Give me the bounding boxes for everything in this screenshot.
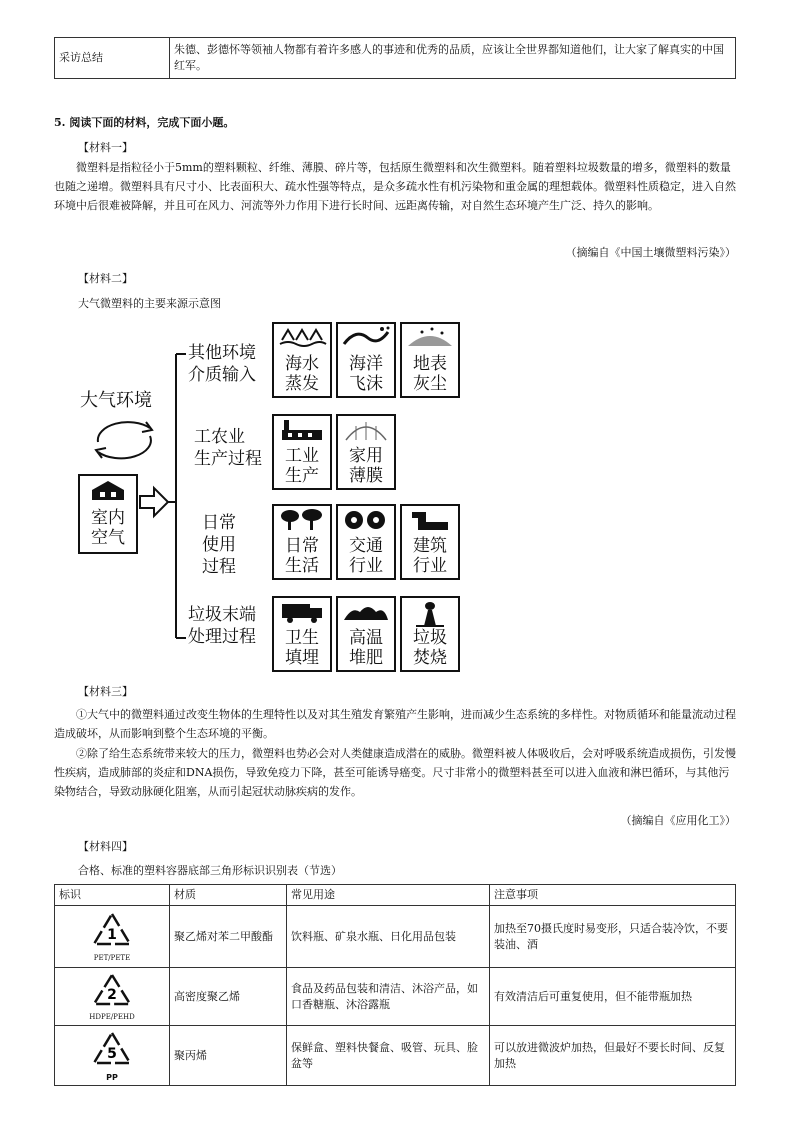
tires-icon xyxy=(338,506,394,532)
material4-caption: 合格、标准的塑料容器底部三角形标识识别表（节选） xyxy=(78,864,342,877)
table-row xyxy=(55,968,736,1026)
garbage-truck-icon xyxy=(274,598,330,624)
use-cell: 保鲜盒、塑料快餐盒、吸管、玩具、脸盆等 xyxy=(287,1026,490,1086)
question-number: 5. xyxy=(54,116,66,129)
symbol-cell xyxy=(55,906,170,968)
question-line xyxy=(54,114,234,130)
svg-text:1: 1 xyxy=(107,927,117,943)
material1-heading: 【材料一】 xyxy=(78,141,133,154)
diagram-atmosphere-label: 大气环境 xyxy=(80,390,152,411)
source-diagram xyxy=(70,318,470,678)
material2-caption: 大气微塑料的主要来源示意图 xyxy=(78,297,221,310)
note-cell: 可以放进微波炉加热，但最好不要长时间、反复加热 xyxy=(490,1026,736,1086)
material1-source: （摘编自《中国土壤微塑料污染》） xyxy=(565,246,736,259)
indoor-air-box xyxy=(78,474,138,554)
recycling-triangle-icon xyxy=(90,1030,134,1068)
material3-source: （摘编自《应用化工》） xyxy=(620,814,736,827)
header-note: 注意事项 xyxy=(490,885,736,906)
box-construction: 建筑 行业 xyxy=(400,504,460,580)
plastic-code: PP xyxy=(106,1072,118,1082)
note-cell: 有效清洁后可重复使用，但不能带瓶加热 xyxy=(490,968,736,1026)
table-header-row xyxy=(55,885,736,906)
top-table xyxy=(54,37,736,79)
material3-p1: ①大气中的微塑料通过改变生物体的生理特性以及对其生殖发育繁殖产生影响，进而减少生态系统的多样性。对物质循环和能量流动过程造成破坏，从而影响到整个生态环境的平衡。 xyxy=(54,708,736,740)
house-icon xyxy=(80,476,136,506)
group-label-daily: 日常 使用 过程 xyxy=(202,513,236,577)
box-sea-evaporation: 海水 蒸发 xyxy=(272,322,332,398)
header-use: 常见用途 xyxy=(287,885,490,906)
evaporation-icon xyxy=(274,324,330,348)
box-composting: 高温 堆肥 xyxy=(336,596,396,672)
factory-icon xyxy=(274,416,330,442)
greenhouse-icon xyxy=(338,416,394,442)
header-symbol: 标识 xyxy=(55,885,170,906)
material4-heading: 【材料四】 xyxy=(78,840,133,853)
use-cell: 食品及药品包装和清洁、沐浴产品，如口香糖瓶、沐浴露瓶 xyxy=(287,968,490,1026)
group-label-waste: 垃圾末端 处理过程 xyxy=(188,605,256,647)
top-table-label: 采访总结 xyxy=(55,38,170,79)
group-label-environment: 其他环境 介质输入 xyxy=(188,343,256,385)
table-row xyxy=(55,38,736,79)
dust-icon xyxy=(402,324,458,348)
box-transport: 交通 行业 xyxy=(336,504,396,580)
compost-pile-icon xyxy=(338,598,394,624)
symbol-cell xyxy=(55,968,170,1026)
box-household-film: 家用 薄膜 xyxy=(336,414,396,490)
top-table-content: 朱德、彭德怀等领袖人物都有着许多感人的事迹和优秀的品质，应该让全世界都知道他们，让大家了解真实的中国红军。 xyxy=(170,38,736,79)
box-daily-life: 日常 生活 xyxy=(272,504,332,580)
box-industrial-production: 工业 生产 xyxy=(272,414,332,490)
svg-text:5: 5 xyxy=(107,1045,117,1062)
material-cell: 聚乙烯对苯二甲酸酯 xyxy=(170,906,287,968)
box-sea-spray: 海洋 飞沫 xyxy=(336,322,396,398)
recycling-triangle-icon xyxy=(90,972,134,1008)
use-cell: 饮料瓶、矿泉水瓶、日化用品包装 xyxy=(287,906,490,968)
material1-body: 微塑料是指粒径小于5mm的塑料颗粒、纤维、薄膜、碎片等，包括原生微塑料和次生微塑料。随着塑料垃圾数量的增多，微塑料的数量也随之递增。微塑料具有尺寸小、比表面积大、疏水性强等特点，是众多疏水性有机污染物和重金属的理想载体。微塑料性质稳定，进入自然环境中后很难被降解，并且可在风力、河流等外力作用下进行长时间、远距离传输，对自然生态环境产生广泛、持久的影响。 xyxy=(54,161,736,212)
plastic-code: HDPE/PEHD xyxy=(89,1013,135,1021)
recycling-table xyxy=(54,884,736,1086)
recycling-triangle-icon xyxy=(90,911,134,949)
table-row xyxy=(55,1026,736,1086)
header-material: 材质 xyxy=(170,885,287,906)
group-label-industry: 工农业 生产过程 xyxy=(194,427,262,469)
box-landfill: 卫生 填埋 xyxy=(272,596,332,672)
svg-text:2: 2 xyxy=(107,987,117,1003)
note-cell: 加热至70摄氏度时易变形，只适合装冷饮，不要装油、酒 xyxy=(490,906,736,968)
material3-heading: 【材料三】 xyxy=(78,685,133,698)
question-prompt: 阅读下面的材料，完成下面小题。 xyxy=(69,116,235,129)
material-cell: 聚丙烯 xyxy=(170,1026,287,1086)
material-cell: 高密度聚乙烯 xyxy=(170,968,287,1026)
pipe-icon xyxy=(402,506,458,532)
plastic-code: PET/PETE xyxy=(93,954,131,962)
box-incineration: 垃圾 焚烧 xyxy=(400,596,460,672)
trees-icon xyxy=(274,506,330,532)
material2-heading: 【材料二】 xyxy=(78,272,133,285)
material3-p2: ②除了给生态系统带来较大的压力，微塑料也势必会对人类健康造成潜在的威胁。微塑料被人体吸收后，会对呼吸系统造成损伤，引发慢性疾病，造成肺部的炎症和DNA损伤，导致免疫力下降，甚至可能诱导癌变。尺寸非常小的微塑料甚至可以进入血液和淋巴循环，与其他污染物结合，导致动脉硬化阻塞，从而引起冠状动脉疾病的发作。 xyxy=(54,747,736,798)
wave-icon xyxy=(338,324,394,348)
indoor-air-label: 室内 空气 xyxy=(91,508,125,548)
symbol-cell xyxy=(55,1026,170,1086)
box-surface-dust: 地表 灰尘 xyxy=(400,322,460,398)
table-row xyxy=(55,906,736,968)
smoke-icon xyxy=(402,598,458,628)
